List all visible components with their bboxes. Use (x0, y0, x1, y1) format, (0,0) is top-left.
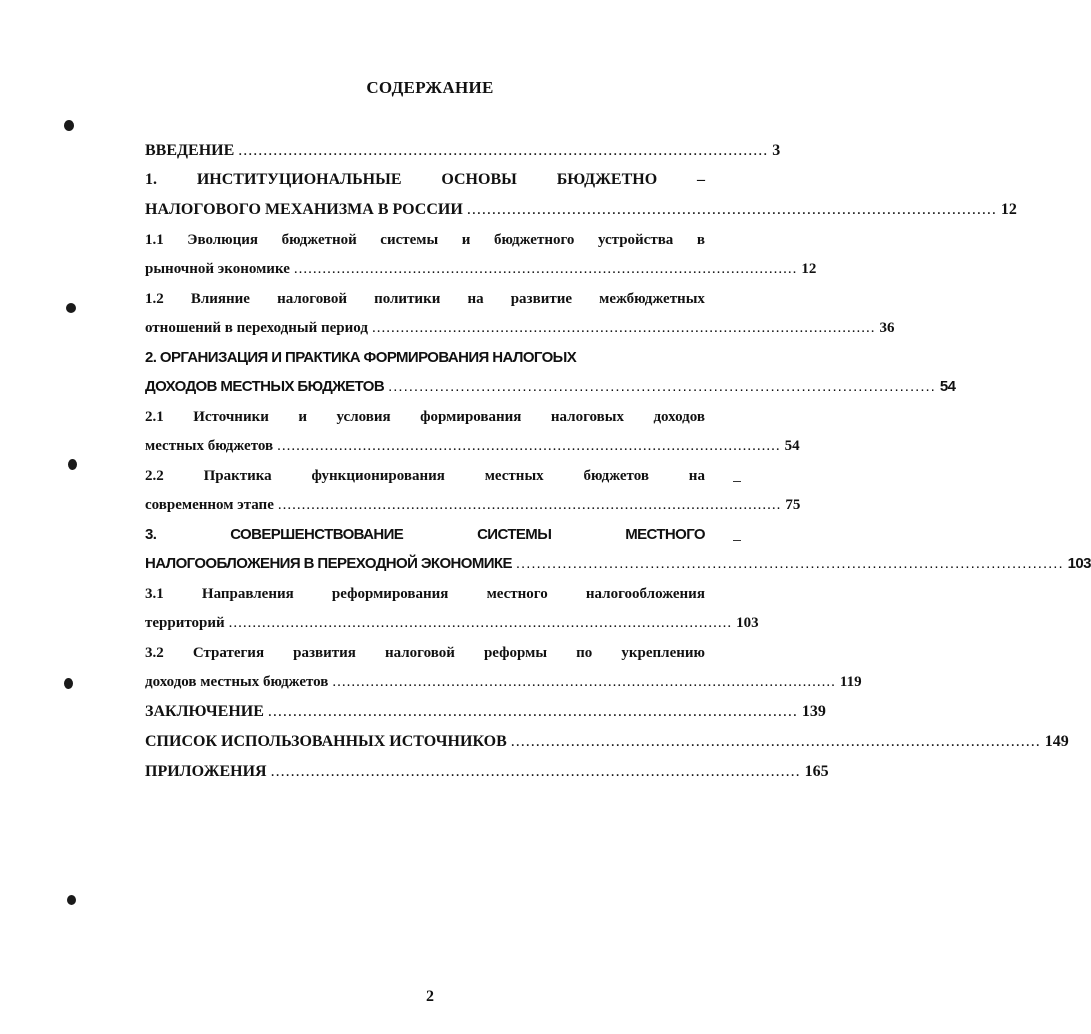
word: системы (380, 232, 439, 248)
word: функционирования (311, 468, 445, 484)
toc-entry-title: рыночной экономике (145, 261, 290, 277)
word: 2.2 (145, 468, 164, 484)
dot-leader: .......................................................................................................... (293, 261, 798, 277)
word: бюджетного (493, 232, 575, 248)
toc-entry-title: НАЛОГОВОГО МЕХАНИЗМА В РОССИИ (145, 201, 463, 218)
toc-entry-title: местных бюджетов (145, 438, 274, 454)
scan-speck (68, 459, 77, 470)
page-number: 2 (426, 988, 434, 1005)
toc-page-number: 75 (785, 497, 801, 513)
toc-entry-sources (145, 731, 1069, 753)
dot-leader: .......................................................................................................... (270, 763, 801, 780)
toc-page-number: 3 (772, 142, 781, 159)
toc-page-number: 54 (939, 378, 956, 395)
toc-entry-chapter-1-cont (145, 199, 1017, 221)
dot-leader: .......................................................................................................... (510, 733, 1041, 750)
scan-speck (733, 481, 741, 482)
word: Эволюция (187, 232, 259, 248)
dot-leader: .......................................................................................................... (388, 378, 936, 395)
word: Стратегия (192, 645, 265, 661)
word: укреплению (621, 645, 705, 661)
word: и (461, 232, 471, 248)
word: 3.1 (145, 586, 164, 602)
toc-page-number: 12 (801, 261, 817, 277)
word: налоговых (550, 409, 624, 425)
toc-entry-1-2-cont (145, 317, 895, 339)
dot-leader: .......................................................................................................... (466, 201, 997, 218)
toc-entry-3-2-cont (145, 671, 862, 693)
toc-entry-2-1 (145, 406, 705, 428)
toc-entry-1-2 (145, 288, 705, 310)
word: Направления (201, 586, 294, 602)
word: 1.1 (145, 232, 164, 248)
toc-entry-chapter-2-cont (145, 376, 956, 398)
scan-speck (67, 895, 76, 905)
toc-entry-title: современном этапе (145, 497, 274, 513)
toc-entry-chapter-3 (145, 524, 705, 546)
toc-entry-3-1-cont (145, 612, 759, 634)
word: на (688, 468, 705, 484)
toc-entry-title: ЗАКЛЮЧЕНИЕ (145, 703, 264, 720)
word: 3. (145, 526, 157, 543)
word: развития (293, 645, 356, 661)
toc-entry-chapter-2 (145, 347, 705, 369)
word: ОСНОВЫ (441, 171, 517, 188)
toc-entry-1-1-cont (145, 258, 817, 280)
toc-entry-title: НАЛОГООБЛОЖЕНИЯ В ПЕРЕХОДНОЙ ЭКОНОМИКЕ (145, 555, 512, 572)
word: реформирования (331, 586, 449, 602)
toc-entry-title: ПРИЛОЖЕНИЯ (145, 763, 267, 780)
word: на (467, 291, 484, 307)
toc-entry-title: СПИСОК ИСПОЛЬЗОВАННЫХ ИСТОЧНИКОВ (145, 733, 507, 750)
word: 1.2 (145, 291, 164, 307)
word: и (298, 409, 308, 425)
toc-entry-intro (145, 140, 781, 162)
toc-entry-2-2 (145, 465, 705, 487)
word: Практика (203, 468, 272, 484)
word: местного (486, 586, 548, 602)
toc-page-number: 103 (736, 615, 759, 631)
toc-entry-chapter-3-cont (145, 553, 1091, 575)
word: 1. (145, 171, 157, 188)
toc-entry-3-1 (145, 583, 705, 605)
toc-page-number: 36 (879, 320, 895, 336)
word: формирования (420, 409, 522, 425)
toc-entry-1-1 (145, 229, 705, 251)
word: бюджетной (281, 232, 357, 248)
toc-entry-2-2-cont (145, 494, 801, 516)
word: БЮДЖЕТНО (556, 171, 658, 188)
dot-leader: .......................................................................................................... (332, 674, 836, 690)
word: МЕСТНОГО (625, 526, 705, 543)
dot-leader: .......................................................................................................... (277, 438, 781, 454)
toc-page-number: 12 (1000, 201, 1017, 218)
word: межбюджетных (599, 291, 705, 307)
scan-speck (733, 540, 741, 541)
toc-entry-title: 2. ОРГАНИЗАЦИЯ И ПРАКТИКА ФОРМИРОВАНИЯ НАЛОГОЫХ (145, 349, 577, 366)
toc-page-number: 54 (784, 438, 800, 454)
toc-entry-title: ВВЕДЕНИЕ (145, 142, 235, 159)
dot-leader: .......................................................................................................... (228, 615, 733, 631)
word: Влияние (190, 291, 250, 307)
toc-entry-title: отношений в переходный период (145, 320, 368, 336)
word: условия (336, 409, 391, 425)
toc-entry-chapter-1 (145, 169, 705, 191)
scan-speck (64, 678, 73, 689)
dot-leader: .......................................................................................................... (515, 555, 1064, 572)
toc-page-number: 149 (1044, 733, 1069, 750)
word: политики (374, 291, 441, 307)
word: – (697, 171, 705, 188)
toc-entry-3-2 (145, 642, 705, 664)
word: доходов (653, 409, 705, 425)
toc-entry-title: территорий (145, 615, 225, 631)
dot-leader: .......................................................................................................... (371, 320, 876, 336)
toc-entry-appendix (145, 761, 829, 783)
toc-entry-title: доходов местных бюджетов (145, 674, 329, 690)
word: по (576, 645, 593, 661)
word: развитие (510, 291, 573, 307)
dot-leader: .......................................................................................................... (277, 497, 782, 513)
word: бюджетов (583, 468, 649, 484)
toc-entry-conclusion (145, 701, 826, 723)
toc-page-number: 119 (839, 674, 862, 690)
word: в (696, 232, 705, 248)
word: 2.1 (145, 409, 164, 425)
toc-page-number: 139 (801, 703, 826, 720)
dot-leader: .......................................................................................................... (267, 703, 798, 720)
word: 3.2 (145, 645, 164, 661)
word: ИНСТИТУЦИОНАЛЬНЫЕ (196, 171, 402, 188)
word: реформы (483, 645, 548, 661)
word: Источники (193, 409, 269, 425)
scan-speck (64, 120, 74, 131)
word: местных (484, 468, 544, 484)
word: устройства (597, 232, 674, 248)
toc-page-number: 103 (1067, 555, 1091, 572)
word: СИСТЕМЫ (477, 526, 552, 543)
dot-leader: .......................................................................................................... (238, 142, 769, 159)
toc-heading: СОДЕРЖАНИЕ (366, 78, 494, 97)
toc-page-number: 165 (804, 763, 829, 780)
word: налоговой (384, 645, 455, 661)
toc-entry-2-1-cont (145, 435, 800, 457)
word: налогообложения (585, 586, 705, 602)
scan-speck (66, 303, 76, 313)
word: СОВЕРШЕНСТВОВАНИЕ (230, 526, 404, 543)
word: налоговой (277, 291, 347, 307)
toc-entry-title: ДОХОДОВ МЕСТНЫХ БЮДЖЕТОВ (145, 378, 385, 395)
